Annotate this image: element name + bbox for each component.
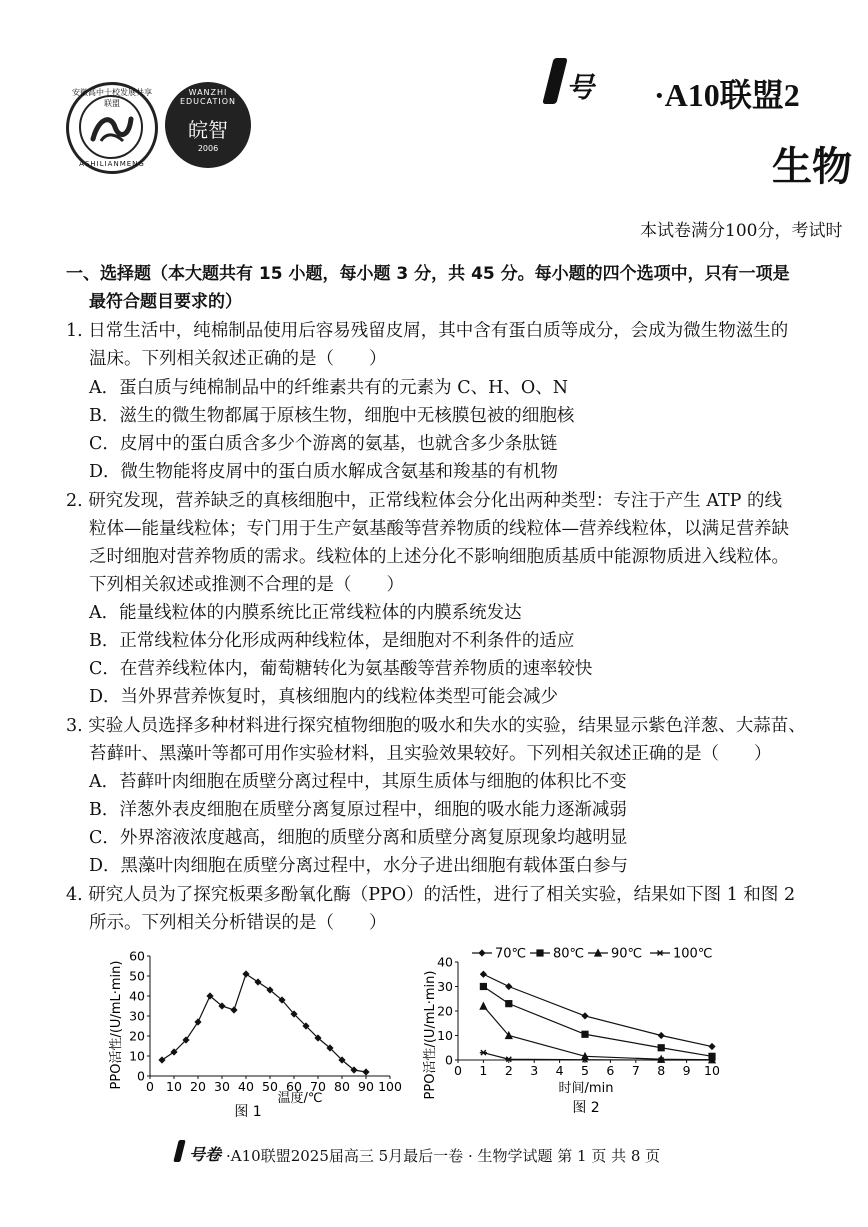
figure-2-x-tick-label: 9 [682, 1063, 691, 1078]
figure-1-x-tick-label: 90 [358, 1079, 374, 1094]
question-3-option-b: B．洋葱外表皮细胞在质壁分离复原过程中，细胞的吸水能力逐渐减弱 [89, 800, 627, 820]
section-heading-line-1: 一、选择题（本大题共有 15 小题，每小题 3 分，共 45 分。每小题的四个选项中，只有一项是 [66, 264, 790, 284]
figure-2-x-tick-label: 2 [504, 1063, 513, 1078]
figure-2-x-tick-label: 10 [704, 1063, 720, 1078]
figure-2-y-tick-label: 10 [437, 1028, 453, 1043]
figure-1-y-tick-label: 50 [129, 968, 145, 984]
question-1-option-b: B．滋生的微生物都属于原核生物，细胞中无核膜包被的细胞核 [89, 406, 575, 426]
figure-1-x-tick-label: 20 [190, 1079, 206, 1094]
figure-1-y-tick-label: 30 [129, 1008, 145, 1024]
figure-1-x-axis-label: 温度/℃ [277, 1091, 323, 1106]
question-2-stem-line-4: 下列相关叙述或推测不合理的是（ ） [89, 575, 404, 595]
question-3-stem-line-1: 3. 实验人员选择多种材料进行探究植物细胞的吸水和失水的实验，结果显示紫色洋葱、大蒜苗、 [66, 716, 806, 736]
figure-2-legend-label: 90℃ [611, 946, 643, 962]
wanzhi-logo-name: 皖智 [188, 118, 228, 142]
subject-title: 生物 [772, 143, 852, 190]
exam-note: 本试卷满分100分，考试时 [640, 221, 843, 241]
figure-1-y-tick-label: 0 [137, 1068, 145, 1084]
figure-1-x-tick-label: 10 [166, 1079, 182, 1094]
figure-2-legend-label: 70℃ [495, 946, 527, 962]
figure-2-y-tick-label: 30 [437, 979, 453, 994]
figure-2-legend-marker [536, 949, 543, 956]
figure-1-y-tick-label: 10 [129, 1048, 145, 1064]
alliance-logo-ring-text: 安徽高中十校发展共享联盟 [72, 88, 152, 108]
figure-2-x-tick-label: 4 [555, 1063, 564, 1078]
figure-2-caption: 图 2 [572, 1100, 600, 1116]
figure-2-legend-marker [656, 950, 663, 955]
brand-mark-icon [542, 58, 567, 104]
figure-2-legend [472, 947, 712, 962]
dragon-emblem-icon [81, 97, 141, 157]
question-4-stem-line-2: 所示。下列相关分析错误的是（ ） [89, 913, 387, 933]
figure-2-series-2-line [483, 987, 712, 1057]
figure-2-x-tick-label: 7 [631, 1063, 640, 1078]
exam-title: ·A10联盟2 [654, 77, 800, 113]
figure-2-x-tick-label: 6 [606, 1063, 615, 1078]
question-3-stem-line-2: 苔藓叶、黑藻叶等都可用作实验材料，且实验效果较好。下列相关叙述正确的是（ ） [89, 744, 772, 764]
figure-1-x-tick-label: 60 [286, 1079, 302, 1094]
question-3-option-c: C．外界溶液浓度越高，细胞的质壁分离和质壁分离复原现象均越明显 [89, 828, 628, 848]
figure-2-series-2-point [480, 983, 487, 990]
wanzhi-logo-year: 2006 [197, 144, 219, 153]
figure-2-y-axis-label: PPO活性/(U/mL·min) [423, 970, 438, 1100]
alliance-logo-ring-text-bottom: ASHILIANMENG [79, 160, 145, 168]
figure-1-caption: 图 1 [234, 1104, 262, 1120]
question-2-stem-line-2: 粒体—能量线粒体；专门用于生产氨基酸等营养物质的线粒体—营养线粒体，以满足营养缺 [89, 519, 789, 539]
figure-1-series-1-point [362, 1068, 369, 1075]
figure-1-series [158, 970, 369, 1075]
figure-1-x-tick-label: 80 [334, 1079, 350, 1094]
question-1-option-d: D．微生物能将皮屑中的蛋白质水解成含氨基和羧基的有机物 [89, 462, 559, 482]
figure-1-series-1-point [194, 1018, 201, 1025]
figure-2-series-1-point [708, 1043, 715, 1050]
footer-brand-script: 号卷 [189, 1145, 222, 1164]
question-2-stem-line-1: 2. 研究发现，营养缺乏的真核细胞中，正常线粒体会分化出两种类型：专注于产生 ATP 的线 [66, 491, 783, 511]
question-1-option-a: A．蛋白质与纯棉制品中的纤维素共有的元素为 C、H、O、N [89, 378, 569, 398]
figure-1-series-1-point [254, 978, 261, 985]
figure-2-chart [420, 940, 740, 1125]
question-2-option-a: A．能量线粒体的内膜系统比正常线粒体的内膜系统发达 [89, 603, 522, 623]
figure-2-y-tick-label: 0 [445, 1052, 453, 1068]
figure-1-y-tick-label: 40 [129, 988, 145, 1004]
footer-text: ·A10联盟2025届高三 5月最后一卷 · 生物学试题 第 1 页 共 8 页 [226, 1147, 661, 1165]
brand-script: 号 [566, 71, 595, 104]
figure-2-series-1-point [658, 1032, 665, 1039]
figure-1-y-axis-label: PPO活性/(U/mL·min) [109, 960, 124, 1090]
question-4-stem-line-1: 4. 研究人员为了探究板栗多酚氧化酶（PPO）的活性，进行了相关实验，结果如下图 1 和图 2 [66, 885, 796, 905]
question-2-option-c: C．在营养线粒体内，葡萄糖转化为氨基酸等营养物质的速率较快 [89, 659, 593, 679]
figure-2-series-1-line [483, 974, 712, 1046]
figure-2-legend-label: 100℃ [673, 946, 713, 962]
question-1-option-c: C．皮屑中的蛋白质含多少个游离的氨基，也就含多少条肽链 [89, 434, 558, 454]
figure-2-series-3-line [483, 1006, 712, 1060]
section-heading-line-2: 最符合题目要求的） [89, 292, 242, 312]
figure-2-x-tick-label: 3 [530, 1063, 539, 1078]
figure-2-x-tick-label: 1 [479, 1063, 488, 1078]
figure-1-series-1-point [242, 970, 249, 977]
question-2-option-b: B．正常线粒体分化形成两种线粒体，是细胞对不利条件的适应 [89, 631, 575, 651]
footer-brand-mark-icon [173, 1140, 185, 1162]
figure-2-legend-label: 80℃ [553, 946, 585, 962]
figure-2-x-axis-label: 时间/min [558, 1081, 614, 1096]
figure-2-series [479, 971, 716, 1064]
alliance-logo-emblem [79, 95, 143, 159]
wanzhi-logo [165, 82, 251, 168]
alliance-logo [66, 82, 158, 174]
question-1-stem-line-2: 温床。下列相关叙述正确的是（ ） [89, 349, 387, 369]
figure-1-x-tick-label: 70 [310, 1079, 326, 1094]
figure-2-y-tick-label: 40 [437, 954, 453, 970]
figure-1-x-tick-label: 50 [262, 1079, 278, 1094]
figure-2-series-3-point [479, 1002, 487, 1010]
figure-1-axes [150, 956, 390, 1076]
question-2-stem-line-3: 乏时细胞对营养物质的需求。线粒体的上述分化不影响细胞质基质中能源物质进入线粒体。 [89, 547, 789, 567]
figure-2-series-2-point [658, 1044, 665, 1051]
figure-2-series-2-point [581, 1031, 588, 1038]
question-3-option-d: D．黑藻叶肉细胞在质壁分离过程中，水分子进出细胞有载体蛋白参与 [89, 856, 629, 876]
figure-1-x-tick-label: 30 [214, 1079, 230, 1094]
figure-1-chart [104, 940, 424, 1125]
figure-1-series-1-point [158, 1056, 165, 1063]
figure-2-x-tick-label: 8 [657, 1063, 666, 1078]
figure-2-legend-marker [478, 949, 485, 956]
figure-2-series-1-point [505, 983, 512, 990]
figure-1-ticks [129, 949, 402, 1095]
figure-1-x-tick-label: 40 [238, 1079, 254, 1094]
figure-1-series-1-point [230, 1006, 237, 1013]
figure-2-axes [458, 962, 712, 1060]
figure-2-series-2-point [505, 1000, 512, 1007]
wanzhi-logo-ring-text: WANZHI EDUCATION [179, 88, 237, 106]
figure-2-x-tick-label: 0 [454, 1063, 462, 1078]
figure-1-y-tick-label: 60 [129, 948, 145, 964]
figure-1-series-1-line [162, 974, 366, 1072]
figure-2-series-1-point [581, 1012, 588, 1019]
figure-1-x-tick-label: 0 [146, 1079, 154, 1094]
question-3-option-a: A．苔藓叶肉细胞在质壁分离过程中，其原生质体与细胞的体积比不变 [89, 772, 627, 792]
question-2-option-d: D．当外界营养恢复时，真核细胞内的线粒体类型可能会减少 [89, 687, 559, 707]
figure-2-series-4-point [480, 1050, 487, 1055]
figure-2-series-1-point [480, 971, 487, 978]
question-1-stem-line-1: 1. 日常生活中，纯棉制品使用后容易残留皮屑，其中含有蛋白质等成分，会成为微生物滋生的 [66, 321, 789, 341]
figure-1-y-tick-label: 20 [129, 1028, 145, 1044]
figure-2-x-tick-label: 5 [581, 1063, 589, 1078]
figure-1-x-tick-label: 100 [378, 1079, 402, 1094]
figure-2-y-tick-label: 20 [437, 1003, 453, 1019]
